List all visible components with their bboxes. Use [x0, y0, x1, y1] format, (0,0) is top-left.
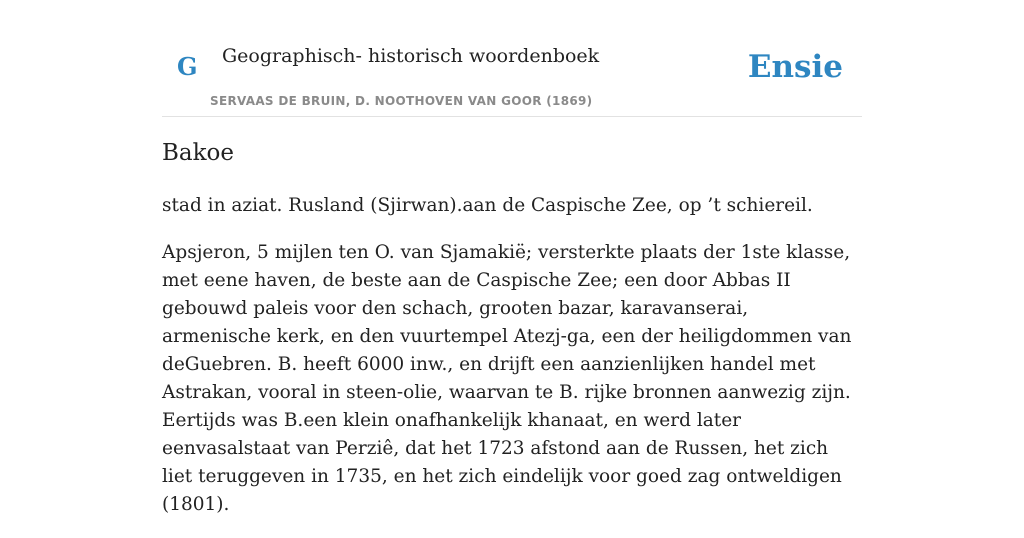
- page-content: [162, 0, 862, 515]
- ensie-logo-link[interactable]: Ensie: [747, 49, 843, 85]
- work-initial-logo[interactable]: G: [177, 52, 198, 81]
- entry-paragraph-1: stad in aziat. Rusland (Sjirwan).aan de Caspische Zee, op ’t schiereil.: [162, 195, 813, 216]
- work-header: [162, 0, 862, 117]
- work-authors: SERVAAS DE BRUIN, D. NOOTHOVEN VAN GOOR (1869): [210, 94, 593, 108]
- entry-body: [162, 192, 862, 538]
- entry-paragraph-2: Apsjeron, 5 mijlen ten O. van Sjamakië; versterkte plaats der 1ste klasse, met eene haven, de beste aan de Caspische Zee; een door Abbas II gebouwd paleis voor den schach, grooten bazar, karavanserai, armenische kerk, en den vuurtempel Atezj-ga, een der heiligdommen van deGuebren. B. heeft 6000 inw., en drijft een aanzienlijken handel met Astrakan, vooral in steen-olie, waarvan te B. rijke bronnen aanwezig zijn. Eertijds was B.een klein onafhankelijk khanaat, en werd later eenvasalstaat van Perziê, dat het 1723 afstond aan de Russen, het zich liet teruggeven in 1735, en het zich eindelijk voor goed zag ontweldigen (1801).: [162, 242, 852, 515]
- entry-title: Bakoe: [162, 140, 235, 166]
- work-title-link[interactable]: Geographisch- historisch woordenboek: [222, 45, 600, 67]
